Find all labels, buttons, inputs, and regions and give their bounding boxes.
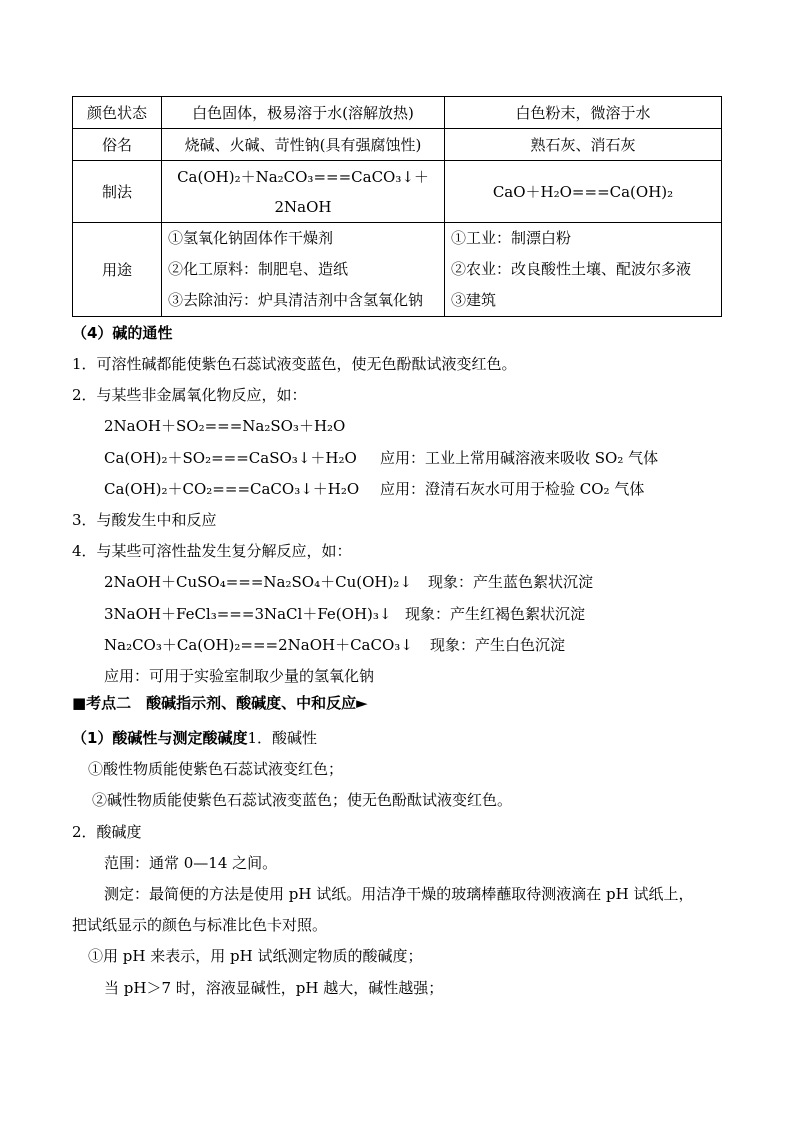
- row-label: 制法: [73, 161, 162, 223]
- caoh2-cell: 白色粉末，微溶于水: [445, 97, 722, 129]
- table-row: [73, 97, 722, 129]
- naoh-cell: [162, 223, 445, 317]
- list-item: ③建筑: [451, 291, 497, 309]
- point-heading: ■考点二 酸碱指示剂、酸碱度、中和反应►: [72, 694, 368, 712]
- equation: Ca(OH)₂＋SO₂===CaSO₃↓＋H₂O: [104, 449, 357, 467]
- equation-line: 2NaOH: [274, 197, 332, 216]
- equation: Na₂CO₃＋Ca(OH)₂===2NaOH＋CaCO₃↓: [104, 636, 413, 654]
- equation: Ca(OH)₂＋CO₂===CaCO₃↓＋H₂O: [104, 480, 360, 498]
- paragraph: 3．与酸发生中和反应: [72, 511, 217, 529]
- list-item: ①工业：制漂白粉: [451, 229, 572, 247]
- naoh-cell: 白色固体，极易溶于水(溶解放热): [162, 97, 445, 129]
- list-item: ②碱性物质能使紫色石蕊试液变蓝色；使无色酚酞试液变红色。: [92, 791, 513, 809]
- paragraph: 4．与某些可溶性盐发生复分解反应，如：: [72, 542, 352, 560]
- paragraph: 2．酸碱度: [72, 823, 142, 841]
- table-row: [73, 223, 722, 317]
- row-label: 颜色状态: [73, 97, 162, 129]
- observation-note: 现象：产生蓝色絮状沉淀: [428, 573, 594, 591]
- application-note: 应用：工业上常用碱溶液来吸收 SO₂ 气体: [380, 449, 659, 467]
- subheading: [72, 728, 317, 748]
- list-item: ①酸性物质能使紫色石蕊试液变红色；: [88, 760, 344, 778]
- table-row: [73, 129, 722, 161]
- equation: 2NaOH＋CuSO₄===Na₂SO₄＋Cu(OH)₂↓: [104, 573, 412, 591]
- observation-note: 现象：产生白色沉淀: [430, 636, 566, 654]
- equation: 2NaOH＋SO₂===Na₂SO₃＋H₂O: [104, 417, 346, 435]
- paragraph: 应用：可用于实验室制取少量的氢氧化钠: [104, 667, 375, 685]
- subheading-tail: 1．酸碱性: [247, 729, 317, 747]
- row-label: 用途: [73, 223, 162, 317]
- list-item: ①氢氧化钠固体作干燥剂: [168, 229, 334, 247]
- paragraph: 测定：最简便的方法是使用 pH 试纸。用洁净干燥的玻璃棒蘸取待测液滴在 pH 试纸上，: [104, 885, 694, 903]
- caoh2-cell: 熟石灰、消石灰: [445, 129, 722, 161]
- naoh-cell: 烧碱、火碱、苛性钠(具有强腐蚀性): [162, 129, 445, 161]
- list-item: ①用 pH 来表示，用 pH 试纸测定物质的酸碱度；: [88, 947, 423, 965]
- list-item: ②化工原料：制肥皂、造纸: [168, 260, 349, 278]
- table-row: [73, 161, 722, 223]
- section-heading: （4）碱的通性: [72, 324, 173, 342]
- subheading-bold: （1）酸碱性与测定酸碱度: [72, 729, 248, 747]
- naoh-cell: [162, 161, 445, 223]
- equation-line: Ca(OH)₂＋Na₂CO₃===CaCO₃↓＋: [177, 167, 429, 186]
- application-note: 应用：澄清石灰水可用于检验 CO₂ 气体: [380, 480, 645, 498]
- paragraph: 当 pH＞7 时，溶液显碱性，pH 越大，碱性越强；: [104, 979, 444, 997]
- list-item: ③去除油污：炉具清洁剂中含氢氧化钠: [168, 291, 424, 309]
- caoh2-cell: CaO＋H₂O===Ca(OH)₂: [445, 161, 722, 223]
- paragraph: 范围：通常 0—14 之间。: [104, 854, 278, 872]
- list-item: ②农业：改良酸性土壤、配波尔多液: [451, 260, 692, 278]
- paragraph: 把试纸显示的颜色与标准比色卡对照。: [72, 916, 328, 934]
- caoh2-cell: [445, 223, 722, 317]
- paragraph: 2．与某些非金属氧化物反应，如：: [72, 386, 307, 404]
- observation-note: 现象：产生红褐色絮状沉淀: [405, 605, 586, 623]
- base-properties-table: [72, 96, 722, 317]
- paragraph: 1．可溶性碱都能使紫色石蕊试液变蓝色，使无色酚酞试液变红色。: [72, 355, 517, 373]
- equation: 3NaOH＋FeCl₃===3NaCl＋Fe(OH)₃↓: [104, 605, 392, 623]
- row-label: 俗名: [73, 129, 162, 161]
